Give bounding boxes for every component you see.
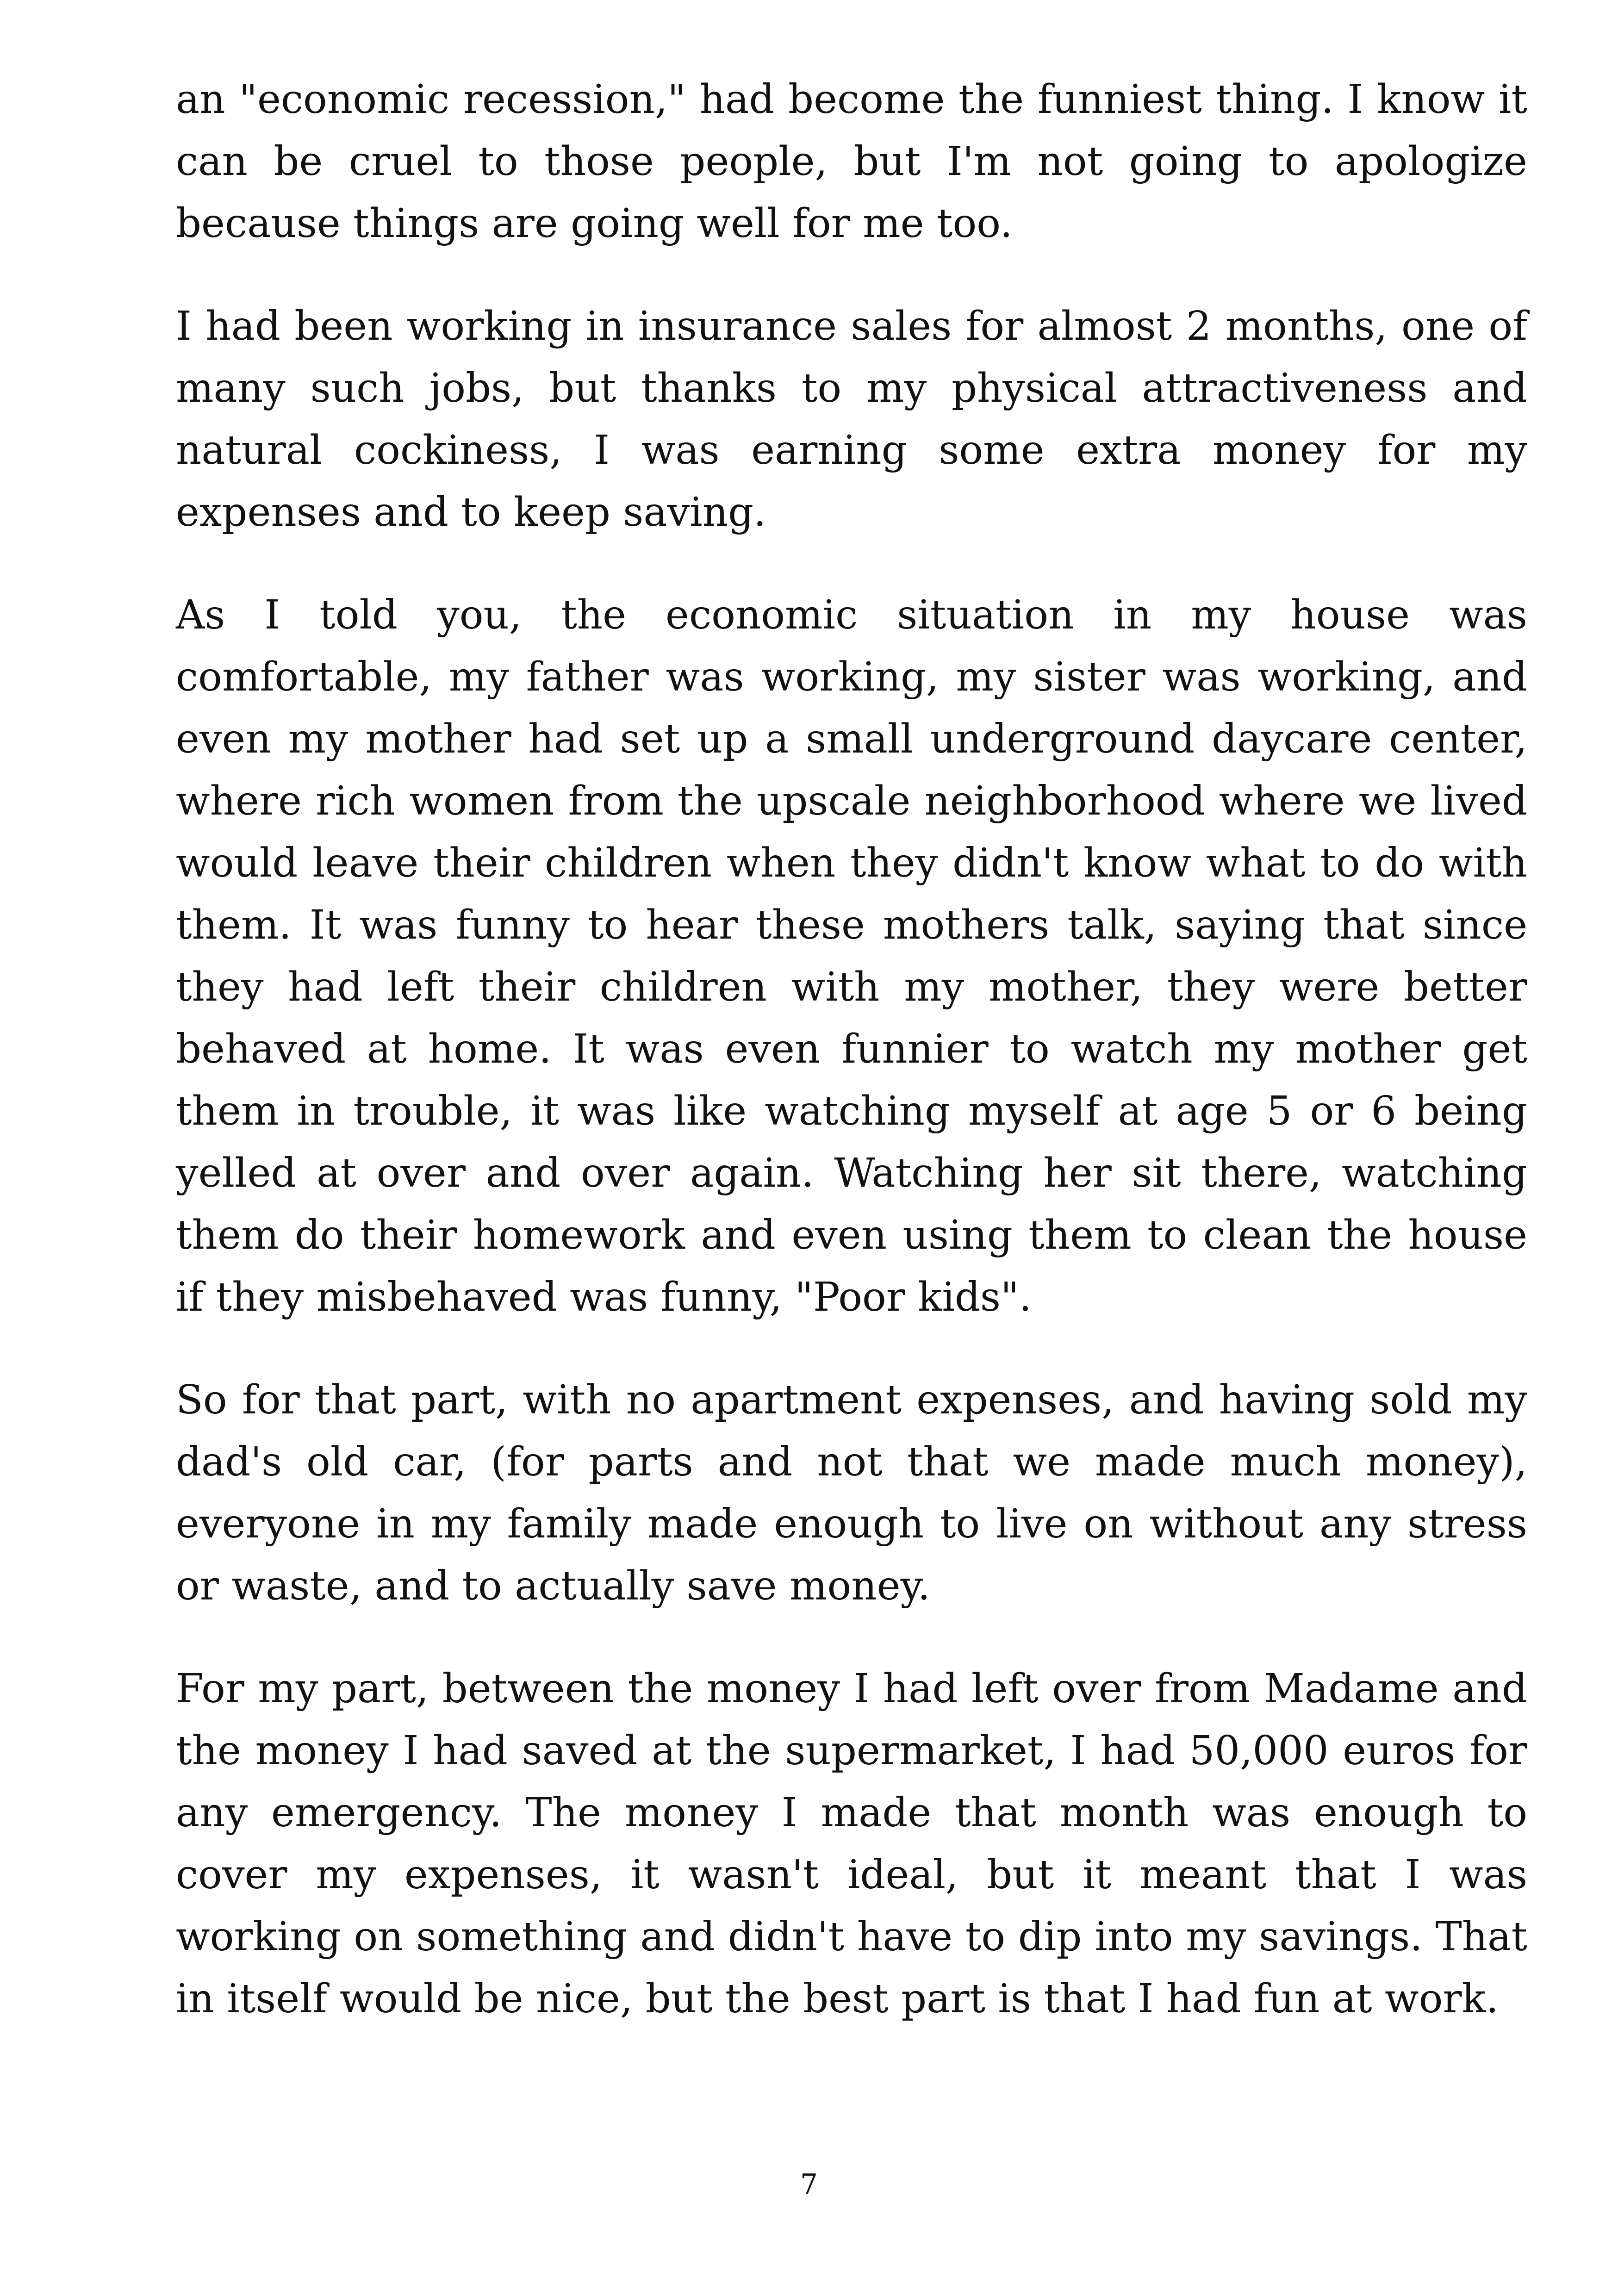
paragraph: For my part, between the money I had left over from Madame and the money I had saved at the supermarket, I had 50,000 euros for any emergency. The money I made that month was enough to cover my expenses, it wasn't ideal, but it meant that I was working on something and didn't have to dip into my savings. That in itself would be nice, but the best part is that I had fun at work. — [176, 1666, 1527, 2022]
body-text — [176, 68, 1527, 2071]
page-number: 7 — [800, 2168, 818, 2201]
paragraph: an "economic recession," had become the funniest thing. I know it can be cruel to those people, but I'm not going to apologize because things are going well for me too. — [176, 76, 1527, 247]
paragraph: I had been working in insurance sales for almost 2 months, one of many such jobs, but thanks to my physical attractiveness and natural cockiness, I was earning some extra money for my expenses and to keep saving. — [176, 303, 1527, 535]
paragraph: So for that part, with no apartment expenses, and having sold my dad's old car, (for parts and not that we made much money), everyone in my family made enough to live on without any stress or waste, and to actually save money. — [176, 1377, 1527, 1609]
paragraph: As I told you, the economic situation in my house was comfortable, my father was working, my sister was working, and even my mother had set up a small underground daycare center, where rich women from the upscale neighborhood where we lived would leave their children when they didn't know what to do with them. It was funny to hear these mothers talk, saying that since they had left their children with my mother, they were better behaved at home. It was even funnier to watch my mother get them in trouble, it was like watching myself at age 5 or 6 being yelled at over and over again. Watching her sit there, watching them do their homework and even using them to clean the house if they misbehaved was funny, "Poor kids". — [176, 592, 1527, 1320]
